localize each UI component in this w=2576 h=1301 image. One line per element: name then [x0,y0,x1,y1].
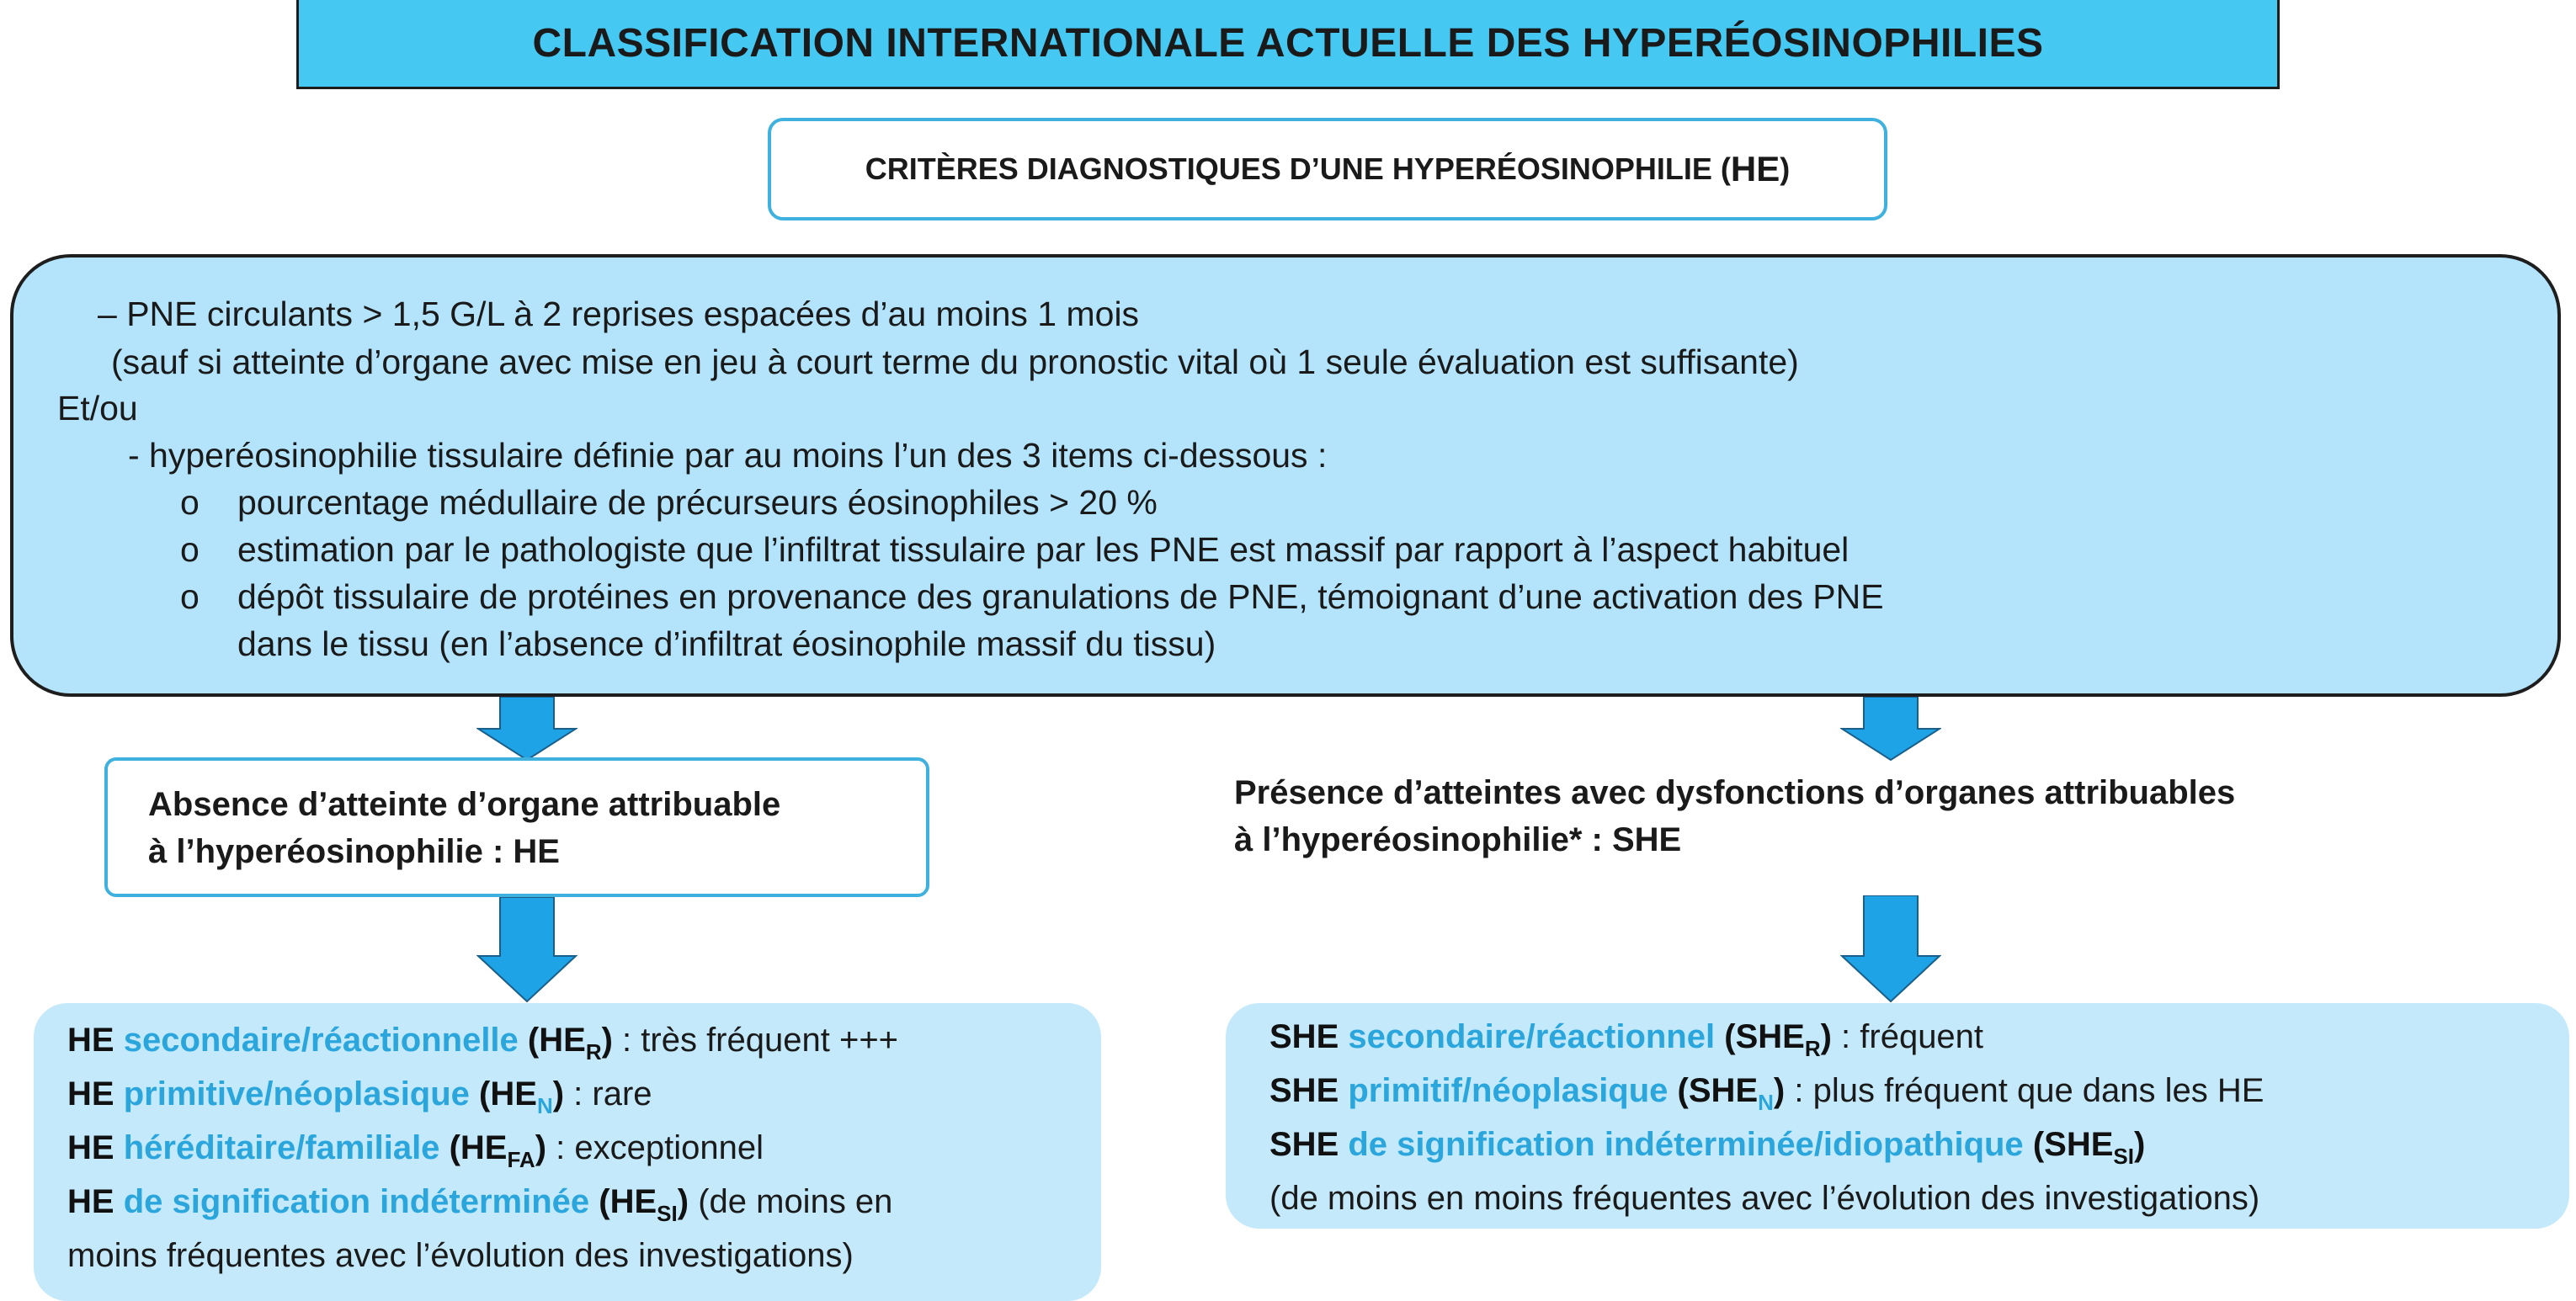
criteria-bullet-2: estimation par le pathologiste que l’infiltrat tissulaire par les PNE est massif par rapport à l’aspect habituel [237,530,1850,569]
he-result-row: HE de signification indéterminée $(HE_{SI})$ (de moins en [67,1183,893,1226]
he-category: primitive/néoplasique [123,1075,470,1112]
criteria-line-4: - hyperéosinophilie tissulaire définie par au moins l’un des 3 items ci-dessous : [128,436,1328,475]
he-description: (de moins en [689,1183,893,1220]
down-arrow-left-top [476,697,577,761]
right-branch-line-2: à l’hyperéosinophilie* : SHE [1234,821,1682,858]
he-code: HE [609,1183,657,1220]
she-classification-box [1226,1003,2569,1229]
left-branch-line-1: Absence d’atteinte d’organe attribuable [148,786,781,823]
criteria-box [10,254,2561,697]
he-label: HE [67,1022,114,1059]
he-subscript: N [536,1093,553,1118]
he-code: HE [539,1022,586,1059]
she-code: SHE [1735,1018,1805,1055]
she-label: SHE [1269,1126,1339,1163]
criteria-bullet-3-cont: dans le tissu (en l’absence d’infiltrat éosinophile massif du tissu) [237,624,1216,663]
criteria-heading-prefix: CRITÈRES DIAGNOSTIQUES D’UNE HYPERÉOSINOPHILIE ( [865,151,1731,186]
down-arrow-right-bottom [1840,895,1941,1003]
she-category: primitif/néoplasique [1348,1072,1669,1109]
criteria-line-2: (sauf si atteinte d’organe avec mise en jeu à court terme du pronostic vital où 1 seule évaluation est suffisante) [111,343,1799,381]
he-category: secondaire/réactionnelle [123,1022,519,1059]
she-result-row: SHE secondaire/réactionnel $(SHE_R)$ : fréquent [1269,1018,1984,1061]
she-label: SHE [1269,1072,1339,1109]
down-arrow-right-top [1840,697,1941,761]
she-result-row: SHE de signification indéterminée/idiopathique $(SHE_{SI})$ [1269,1126,2146,1169]
criteria-heading-code: HE [1730,149,1780,189]
he-description: : très fréquent +++ [612,1022,899,1059]
she-subscript: SI [2113,1144,2134,1169]
she-category: de signification indéterminée/idiopathique [1348,1126,2024,1163]
he-result-continuation: moins fréquentes avec l’évolution des investigations) [67,1237,854,1274]
she-category: secondaire/réactionnel [1348,1018,1716,1055]
she-description: : plus fréquent que dans les HE [1785,1072,2265,1109]
bullet-marker: o [180,577,200,616]
he-result-row: HE secondaire/réactionnelle $(HE_R)$ : très fréquent +++ [67,1022,899,1065]
diagram-title-text: CLASSIFICATION INTERNATIONALE ACTUELLE DES HYPERÉOSINOPHILIES [532,21,2044,66]
she-code: SHE [2044,1126,2114,1163]
she-code: SHE [1688,1072,1759,1109]
she-subscript: R [1804,1036,1821,1061]
down-arrow-left-bottom [476,897,577,1003]
he-code: HE [490,1075,537,1112]
he-result-row: HE héréditaire/familiale $(HE_{FA})$ : exceptionnel [67,1129,764,1172]
left-branch-line-2: à l’hyperéosinophilie : HE [148,833,560,870]
he-subscript: SI [657,1201,678,1226]
he-subscript: FA [507,1147,535,1172]
he-description: : exceptionnel [546,1129,764,1166]
organ-damage-label [1234,769,2413,863]
he-label: HE [67,1129,114,1166]
she-result-continuation: (de moins en moins fréquentes avec l’évolution des investigations) [1269,1180,2260,1217]
criteria-bullet-1: pourcentage médullaire de précurseurs éosinophiles > 20 % [237,483,1158,522]
he-result-row: HE primitive/néoplasique $(HE_N)$ : rare [67,1075,652,1118]
he-classification-box [34,1003,1101,1301]
he-description: : rare [564,1075,652,1112]
criteria-bullet-3: dépôt tissulaire de protéines en provenance des granulations de PNE, témoignant d’une activation des PNE [237,577,1884,616]
he-code: HE [460,1129,508,1166]
he-category: héréditaire/familiale [123,1129,440,1166]
she-description: : fréquent [1831,1018,1984,1055]
he-label: HE [67,1075,114,1112]
she-result-row: SHE primitif/néoplasique $(SHE_N)$ : plus fréquent que dans les HE [1269,1072,2265,1115]
he-label: HE [67,1183,114,1220]
no-organ-damage-box [104,757,929,897]
diagram-title [296,0,2280,89]
criteria-line-3: Et/ou [57,389,138,427]
criteria-heading-box [768,118,1887,220]
she-subscript: N [1758,1090,1774,1115]
bullet-marker: o [180,483,200,522]
she-label: SHE [1269,1018,1339,1055]
he-subscript: R [585,1039,602,1065]
right-branch-line-1: Présence d’atteintes avec dysfonctions d’organes attribuables [1234,774,2236,811]
bullet-marker: o [180,530,200,569]
criteria-heading-suffix: ) [1780,151,1791,186]
criteria-line-1: – PNE circulants > 1,5 G/L à 2 reprises espacées d’au moins 1 mois [98,295,1140,333]
he-category: de signification indéterminée [123,1183,590,1220]
